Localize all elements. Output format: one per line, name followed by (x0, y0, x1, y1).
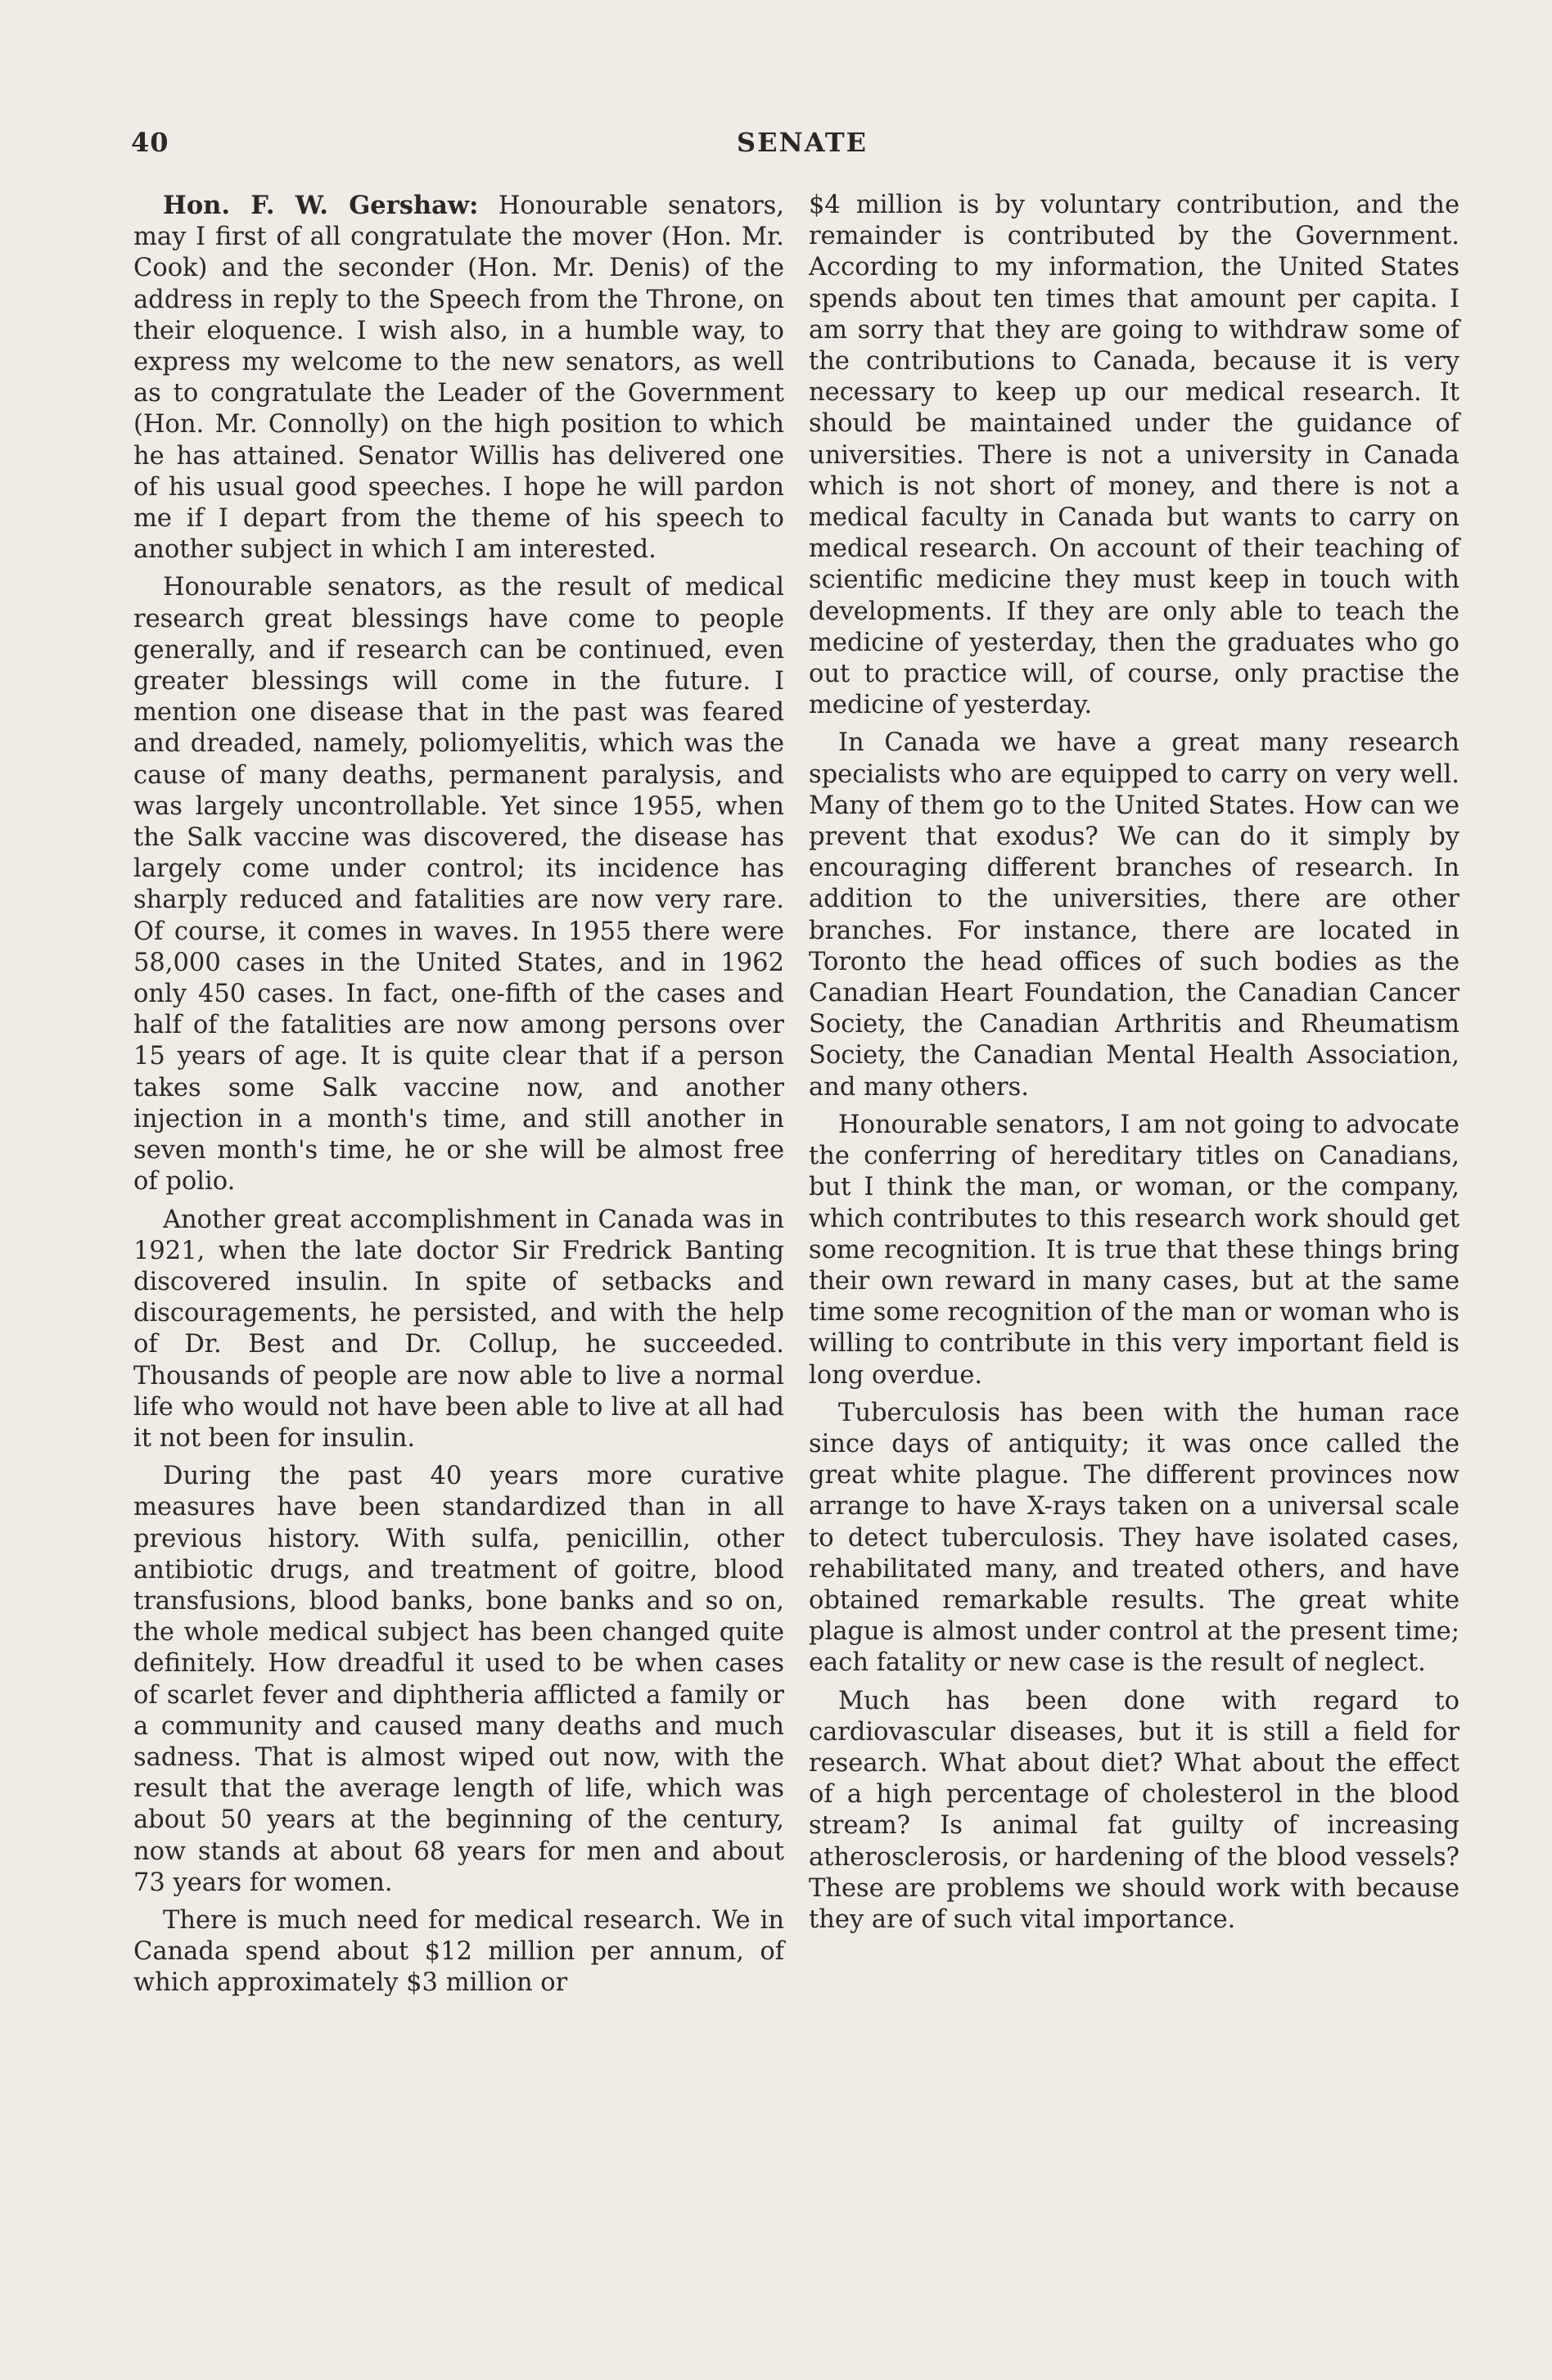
paragraph: Honourable senators, I am not going to advocate the conferring of hereditary titles on Canadians, but I think the man, or woman, or the company, which contributes to this research work should get some recognition. It is true that these things bring their own reward in many cases, but at the same time some recognition of the man or woman who is willing to contribute in this very important field is long overdue. (809, 1110, 1460, 1390)
left-column (133, 190, 784, 2006)
paragraph: Much has been done with regard to cardiovascular diseases, but it is still a field for research. What about diet? What about the effect of a high percentage of cholesterol in the blood stream? Is animal fat guilty of increasing atherosclerosis, or hardening of the blood vessels? These are problems we should work with because they are of such vital importance. (809, 1686, 1460, 1934)
paragraph: There is much need for medical research. We in Canada spend about $12 million per annum, of which approximately $3 million or (133, 1905, 784, 1998)
paragraph: In Canada we have a great many research specialists who are equipped to carry on very well. Many of them go to the United States. How can we prevent that exodus? We can do it simply by encouraging different branches of research. In addition to the universities, there are other branches. For instance, there are located in Toronto the head offices of such bodies as the Canadian Heart Foundation, the Canadian Cancer Society, the Canadian Arthritis and Rheumatism Society, the Canadian Mental Health Association, and many others. (809, 728, 1460, 1102)
paragraph-text: Honourable senators, may I first of all congratulate the mover (Hon. Mr. Cook) and the seconder (Hon. Mr. Denis) of the address in reply to the Speech from the Throne, on their eloquence. I wish also, in a humble way, to express my welcome to the new senators, as well as to congratulate the Leader of the Government (Hon. Mr. Connolly) on the high position to which he has attained. Senator Willis has delivered one of his usual good speeches. I hope he will pardon me if I depart from the theme of his speech to another subject in which I am interested. (133, 192, 784, 565)
running-head: SENATE (736, 127, 868, 158)
paragraph: Another great accomplishment in Canada was in 1921, when the late doctor Sir Fredrick Banting discovered insulin. In spite of setbacks and discouragements, he persisted, and with the help of Dr. Best and Dr. Collup, he succeeded. Thousands of people are now able to live a normal life who would not have been able to live at all had it not been for insulin. (133, 1205, 784, 1453)
paragraph (133, 190, 784, 566)
page-number: 40 (131, 127, 169, 158)
paragraph: Honourable senators, as the result of medical research great blessings have come to people generally, and if research can be continued, even greater blessings will come in the future. I mention one disease that in the past was feared and dreaded, namely, poliomyelitis, which was the cause of many deaths, permanent paralysis, and was largely uncontrollable. Yet since 1955, when the Salk vaccine was discovered, the disease has largely come under control; its incidence has sharply reduced and fatalities are now very rare. Of course, it comes in waves. In 1955 there were 58,000 cases in the United States, and in 1962 only 450 cases. In fact, one-fifth of the cases and half of the fatalities are now among persons over 15 years of age. It is quite clear that if a person takes some Salk vaccine now, and another injection in a month's time, and still another in seven month's time, he or she will be almost free of polio. (133, 573, 784, 1197)
paragraph: During the past 40 years more curative measures have been standardized than in all previous history. With sulfa, penicillin, other antibiotic drugs, and treatment of goitre, blood transfusions, blood banks, bone banks and so on, the whole medical subject has been changed quite definitely. How dreadful it used to be when cases of scarlet fever and diphtheria afflicted a family or a community and caused many deaths and much sadness. That is almost wiped out now, with the result that the average length of life, which was about 50 years at the beginning of the century, now stands at about 68 years for men and about 73 years for women. (133, 1462, 784, 1897)
speaker-name: Hon. F. W. Gershaw: (163, 191, 479, 220)
paragraph-continued: $4 million is by voluntary contribution, and the remainder is contributed by the Government. According to my information, the United States spends about ten times that amount per capita. I am sorry that they are going to withdraw some of the contributions to Canada, because it is very necessary to keep up our medical research. It should be maintained under the guidance of universities. There is not a university in Canada which is not short of money, and there is not a medical faculty in Canada but wants to carry on medical research. On account of their teaching of scientific medicine they must keep in touch with developments. If they are only able to teach the medicine of yesterday, then the graduates who go out to practice will, of course, only practise the medicine of yesterday. (809, 191, 1460, 720)
right-column (809, 190, 1460, 1942)
paragraph: Tuberculosis has been with the human race since days of antiquity; it was once called the great white plague. The different provinces now arrange to have X-rays taken on a universal scale to detect tuberculosis. They have isolated cases, rehabilitated many, and treated others, and have obtained remarkable results. The great white plague is almost under control at the present time; each fatality or new case is the result of neglect. (809, 1398, 1460, 1678)
page-header (131, 127, 1473, 169)
